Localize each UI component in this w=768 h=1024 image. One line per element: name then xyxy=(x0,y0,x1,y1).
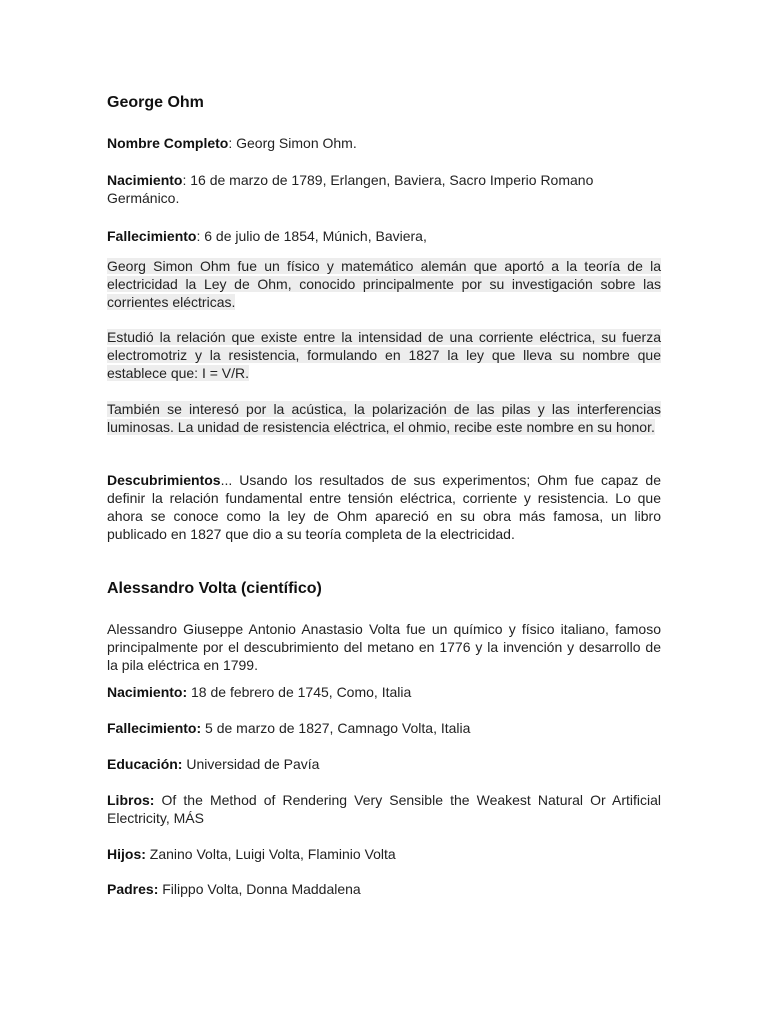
volta-birth-value: 18 de febrero de 1745, Como, Italia xyxy=(187,684,412,700)
volta-birth-label: Nacimiento: xyxy=(107,684,188,700)
ohm-full-name-label: Nombre Completo xyxy=(107,135,229,151)
volta-parents-label: Padres: xyxy=(107,881,159,897)
volta-intro xyxy=(107,620,661,674)
ohm-paragraph-3-text: También se interesó por la acústica, la polarización de las pilas y las interferencias luminosas. La unidad de resistencia eléctrica, el ohmio, recibe este nombre en su honor. xyxy=(107,401,661,435)
ohm-death xyxy=(107,227,661,245)
volta-intro-text: Alessandro Giuseppe Antonio Anastasio Volta fue un químico y físico italiano, famoso principalmente por el descubrimiento del metano en 1776 y la invención y desarrollo de la pila eléctrica en 1799. xyxy=(107,621,661,673)
ohm-discoveries-label: Descubrimientos xyxy=(107,472,221,488)
volta-death-label: Fallecimiento: xyxy=(107,720,202,736)
volta-books xyxy=(107,791,661,827)
volta-death-value: 5 de marzo de 1827, Camnago Volta, Italia xyxy=(201,720,471,736)
volta-children xyxy=(107,845,661,863)
ohm-discoveries xyxy=(107,471,661,543)
volta-children-value: Zanino Volta, Luigi Volta, Flaminio Volta xyxy=(145,846,396,862)
ohm-full-name xyxy=(107,134,661,152)
ohm-birth-value: : 16 de marzo de 1789, Erlangen, Baviera, Sacro Imperio Romano Germánico. xyxy=(107,172,594,206)
ohm-paragraph-2-text: Estudió la relación que existe entre la intensidad de una corriente eléctrica, su fuerza electromotriz y la resistencia, formulando en 1827 la ley que lleva su nombre que establece que: I = V/R. xyxy=(107,329,661,381)
volta-books-label: Libros: xyxy=(107,792,155,808)
volta-title: Alessandro Volta (científico) xyxy=(107,580,322,597)
volta-children-label: Hijos: xyxy=(107,846,146,862)
volta-education xyxy=(107,755,661,773)
ohm-death-value: : 6 de julio de 1854, Múnich, Baviera, xyxy=(196,228,427,244)
volta-education-label: Educación: xyxy=(107,756,183,772)
volta-birth xyxy=(107,683,661,701)
ohm-title: George Ohm xyxy=(107,94,204,111)
ohm-birth xyxy=(107,171,661,207)
volta-education-value: Universidad de Pavía xyxy=(182,756,320,772)
ohm-paragraph-2 xyxy=(107,328,661,382)
ohm-death-label: Fallecimiento xyxy=(107,228,197,244)
ohm-paragraph-3 xyxy=(107,400,661,436)
volta-parents xyxy=(107,880,661,898)
volta-books-value: Of the Method of Rendering Very Sensible the Weakest Natural Or Artificial Electricity, MÁS xyxy=(107,792,661,826)
ohm-discoveries-value: ... Usando los resultados de sus experimentos; Ohm fue capaz de definir la relación fundamental entre tensión eléctrica, corriente y resistencia. Lo que ahora se conoce como la ley de Ohm apareció en su obra más famosa, un libro publicado en 1827 que dio a su teoría completa de la electricidad. xyxy=(107,472,661,542)
ohm-birth-label: Nacimiento xyxy=(107,172,183,188)
ohm-paragraph-1 xyxy=(107,257,661,311)
volta-death xyxy=(107,719,661,737)
ohm-paragraph-1-text: Georg Simon Ohm fue un físico y matemático alemán que aportó a la teoría de la electricidad la Ley de Ohm, conocido principalmente por su investigación sobre las corrientes eléctricas. xyxy=(107,258,661,310)
volta-parents-value: Filippo Volta, Donna Maddalena xyxy=(158,881,361,897)
ohm-full-name-value: : Georg Simon Ohm. xyxy=(228,135,357,151)
